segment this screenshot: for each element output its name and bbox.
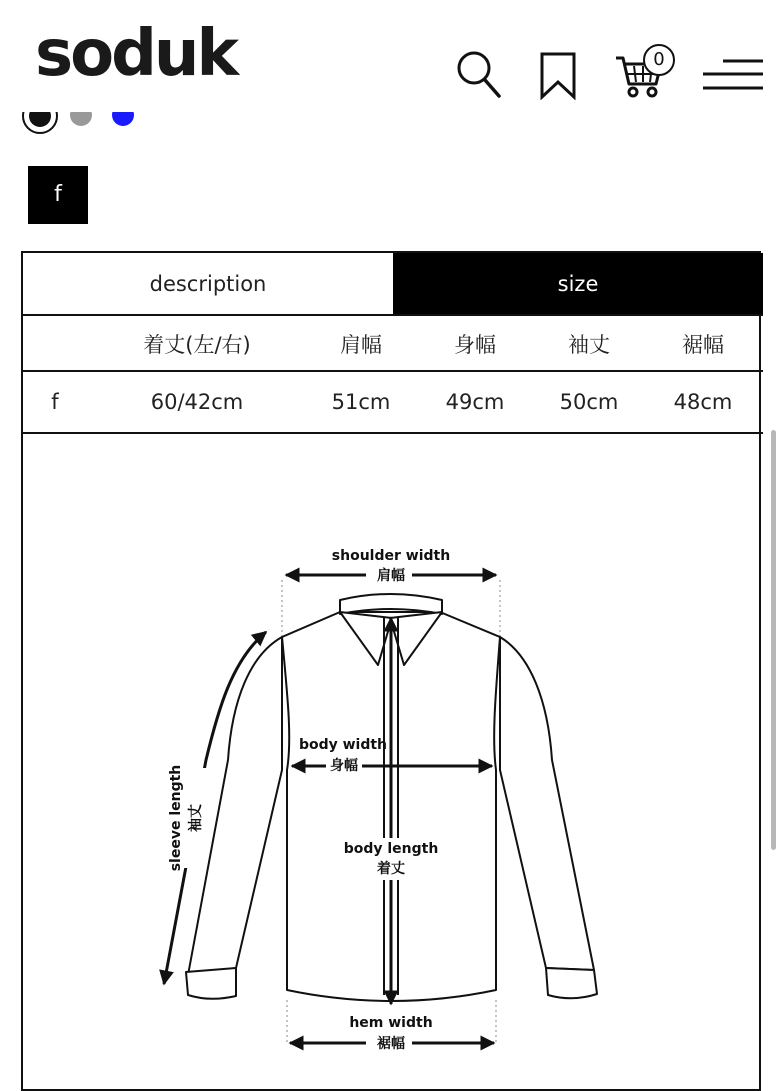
body-width-label: body width xyxy=(298,737,388,753)
body-length-jp-label: 着丈 xyxy=(377,861,405,877)
hem-width-label: hem width xyxy=(349,1015,433,1031)
brand-logo[interactable]: soduk xyxy=(35,17,236,91)
body-width-jp-label: 身幅 xyxy=(330,758,358,774)
table-cell: 51cm xyxy=(331,390,391,414)
header-cell: 肩幅 xyxy=(340,333,382,357)
header-cell: 袖丈 xyxy=(568,333,610,357)
table-cell: 60/42cm xyxy=(150,390,244,414)
body-length-label: body length xyxy=(343,841,439,857)
tab-description[interactable]: description xyxy=(23,253,394,315)
table-cell: 49cm xyxy=(445,390,505,414)
table-cell: 48cm xyxy=(673,390,733,414)
sleeve-length-jp-label: 袖丈 xyxy=(188,804,204,832)
shoulder-width-jp-label: 肩幅 xyxy=(377,568,405,584)
tab-size[interactable]: size xyxy=(393,253,763,315)
header-cell: 裾幅 xyxy=(682,333,724,357)
cart-count-badge: 0 xyxy=(643,44,675,76)
sleeve-length-label: sleeve length xyxy=(168,764,184,872)
table-cell: f xyxy=(51,390,59,414)
header-cell: 身幅 xyxy=(454,333,496,357)
size-option-f[interactable]: f xyxy=(28,166,88,224)
table-cell: 50cm xyxy=(559,390,619,414)
hem-width-jp-label: 裾幅 xyxy=(377,1036,405,1052)
header-cell: 着丈(左/右) xyxy=(143,333,251,357)
page-scrollbar[interactable] xyxy=(771,430,776,850)
shoulder-width-label: shoulder width xyxy=(331,548,451,564)
